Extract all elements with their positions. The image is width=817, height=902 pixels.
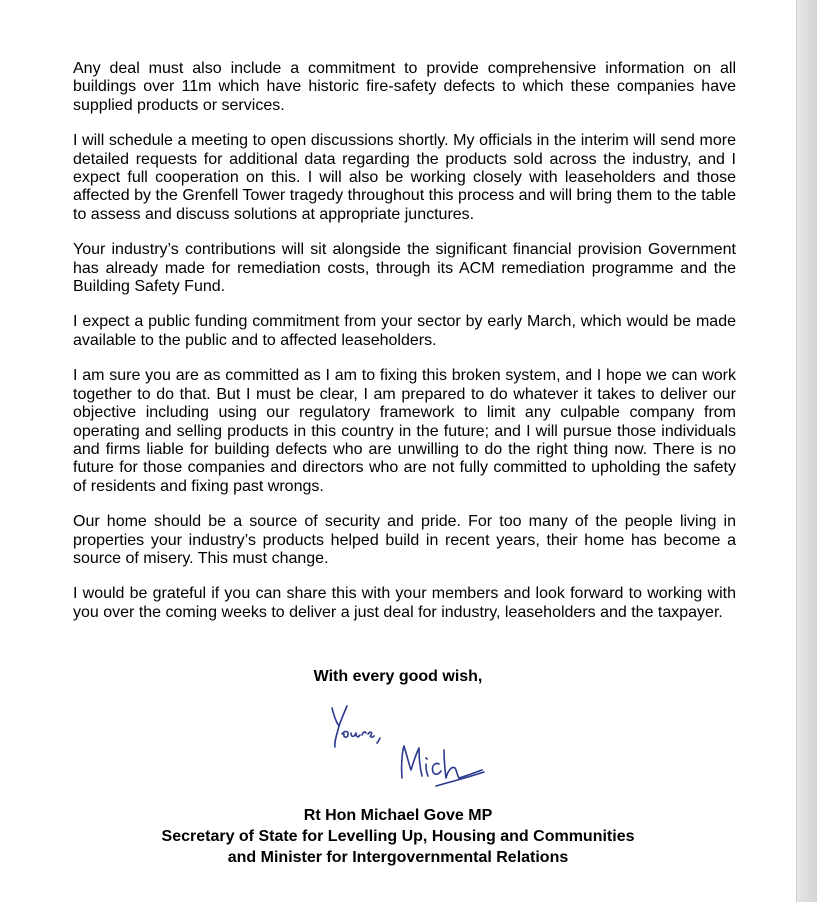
- letter-body: [73, 60, 736, 639]
- signatory-title-line-1: Secretary of State for Levelling Up, Housing and Communities: [161, 828, 635, 845]
- handwritten-signature: [318, 700, 498, 795]
- paragraph-broken-system: I am sure you are as committed as I am to fixing this broken system, and I hope we can work together to do that. But I must be clear, I am prepared to do whatever it takes to deliver our objective including using our regulatory framework to limit any culpable company from operating and selling products in this country in the future; and I will pursue those individuals and firms liable for building defects who are unwilling to do the right thing now. There is no future for those companies and directors who are not fully committed to upholding the safety of residents and fixing past wrongs.: [73, 367, 736, 495]
- closing-salutation: With every good wish,: [313, 668, 483, 685]
- paragraph-industry-contributions: Your industry’s contributions will sit alongside the significant financial provision Government has already made for remediation costs, through its ACM remediation programme and the Building Safety Fund.: [73, 241, 736, 296]
- paragraph-deal-commitment: Any deal must also include a commitment to provide comprehensive information on all buildings over 11m which have historic fire-safety defects to which these companies have supplied products or services.: [73, 60, 736, 114]
- paragraph-schedule-meeting: I will schedule a meeting to open discussions shortly. My officials in the interim will send more detailed requests for additional data regarding the products sold across the industry, and I expect full cooperation on this. I will also be working closely with leaseholders and those affected by the Grenfell Tower tragedy throughout this process and will bring them to the table to assess and discuss solutions at appropriate junctures.: [73, 132, 736, 223]
- signatory-block: [0, 805, 796, 868]
- page-edge-shadow: [796, 0, 817, 902]
- signatory-name: Rt Hon Michael Gove MP: [303, 807, 493, 824]
- signatory-title-line-2: and Minister for Intergovernmental Relations: [227, 849, 569, 866]
- paragraph-share-with-members: I would be grateful if you can share this with your members and look forward to working with you over the coming weeks to deliver a just deal for industry, leaseholders and the taxpayer.: [73, 585, 736, 621]
- paragraph-funding-commitment: I expect a public funding commitment from your sector by early March, which would be made available to the public and to affected leaseholders.: [73, 313, 736, 349]
- paragraph-home-security: Our home should be a source of security and pride. For too many of the people living in properties your industry’s products helped build in recent years, their home has become a source of misery. This must change.: [73, 513, 736, 567]
